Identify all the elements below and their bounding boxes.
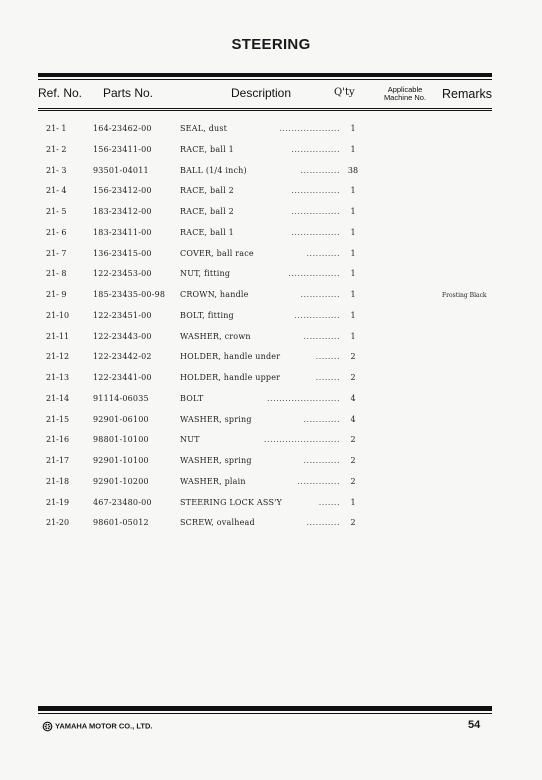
footer-rule-thin	[38, 713, 492, 714]
qty-cell: 2	[350, 373, 356, 382]
table-row	[0, 228, 542, 248]
leader-dots: ............	[303, 456, 340, 465]
description-cell: RACE, ball 2	[180, 186, 234, 196]
qty-cell: 1	[350, 331, 356, 341]
leader-dots: ...............	[294, 310, 340, 320]
header-bottom-rule	[38, 108, 492, 109]
header-description: Description	[231, 86, 292, 100]
header-applicable-line2: Machine No.	[383, 93, 427, 102]
leader-dots: ........	[315, 373, 340, 382]
table-row	[0, 207, 542, 227]
leader-dots: ....................	[279, 124, 340, 133]
qty-cell: 2	[350, 352, 356, 362]
leader-dots: .................	[288, 269, 340, 279]
parts-no-cell: 183-23412-00	[93, 207, 152, 216]
table-row	[0, 498, 542, 518]
table-row	[0, 145, 542, 165]
header-top-rule	[38, 73, 492, 77]
qty-cell: 1	[350, 144, 356, 154]
parts-no-cell: 98601-05012	[93, 518, 149, 528]
description-cell: HOLDER, handle under	[180, 352, 281, 362]
leader-dots: .............	[300, 290, 340, 299]
table-row	[0, 290, 542, 310]
ref-no-cell: 21-14	[46, 393, 70, 403]
parts-no-cell: 156-23412-00	[93, 186, 152, 196]
qty-cell: 38	[347, 165, 359, 175]
table-row	[0, 373, 542, 393]
remarks-cell: Frosting Black	[442, 292, 487, 299]
header-remarks: Remarks	[442, 87, 493, 101]
parts-no-cell: 91114-06035	[93, 393, 149, 403]
description-cell: BALL (1/4 inch)	[180, 165, 247, 175]
ref-no-cell: 21-16	[46, 435, 70, 445]
page-number: 54	[468, 719, 481, 731]
parts-no-cell: 98801-10100	[93, 435, 149, 445]
header-applicable-machine-no	[378, 86, 432, 102]
description-cell: SEAL, dust	[180, 124, 228, 133]
table-row	[0, 518, 542, 538]
leader-dots: ............	[303, 414, 340, 424]
table-row	[0, 415, 542, 435]
leader-dots: ................	[291, 207, 340, 216]
header-bottom-rule-2	[38, 110, 492, 111]
ref-no-cell: 21-20	[46, 518, 70, 528]
qty-cell: 1	[350, 207, 356, 216]
parts-no-cell: 122-23451-00	[93, 310, 152, 320]
description-cell: HOLDER, handle upper	[180, 373, 281, 382]
description-cell: STEERING LOCK ASS'Y	[180, 497, 283, 507]
table-row	[0, 332, 542, 352]
ref-no-cell: 21- 7	[46, 248, 67, 258]
ref-no-cell: 21-12	[46, 352, 70, 362]
ref-no-cell: 21- 3	[46, 165, 67, 175]
yamaha-emblem-icon	[42, 721, 53, 732]
header-applicable-line1: Applicable	[387, 85, 423, 94]
table-row	[0, 394, 542, 414]
parts-no-cell: 122-23441-00	[93, 373, 152, 382]
leader-dots: ...........	[306, 518, 340, 528]
description-cell: WASHER, crown	[180, 331, 251, 341]
ref-no-cell: 21- 9	[46, 290, 67, 299]
header-ref-no: Ref. No.	[38, 86, 83, 100]
description-cell: BOLT, fitting	[180, 310, 234, 320]
qty-cell: 1	[350, 290, 356, 299]
ref-no-cell: 21-18	[46, 476, 70, 486]
parts-no-cell: 92901-10100	[93, 456, 149, 465]
parts-no-cell: 164-23462-00	[93, 124, 152, 133]
leader-dots: ............	[303, 331, 340, 341]
parts-no-cell: 156-23411-00	[93, 144, 152, 154]
description-cell: BOLT	[180, 393, 204, 403]
table-row	[0, 477, 542, 497]
description-cell: RACE, ball 2	[180, 207, 234, 216]
table-row	[0, 166, 542, 186]
ref-no-cell: 21-11	[46, 331, 70, 341]
description-cell: NUT, fitting	[180, 269, 231, 279]
ref-no-cell: 21- 6	[46, 227, 67, 237]
parts-no-cell: 92901-10200	[93, 476, 149, 486]
qty-cell: 1	[350, 310, 356, 320]
parts-no-cell: 183-23411-00	[93, 227, 152, 237]
qty-cell: 4	[350, 414, 356, 424]
page-title: STEERING	[231, 36, 311, 53]
qty-cell: 2	[350, 435, 356, 445]
ref-no-cell: 21-15	[46, 414, 70, 424]
parts-no-cell: 92901-06100	[93, 414, 149, 424]
ref-no-cell: 21- 5	[46, 207, 67, 216]
table-row	[0, 352, 542, 372]
leader-dots: ................	[291, 144, 340, 154]
parts-no-cell: 122-23443-00	[93, 331, 152, 341]
ref-no-cell: 21-13	[46, 373, 70, 382]
description-cell: WASHER, spring	[180, 414, 252, 424]
parts-no-cell: 136-23415-00	[93, 248, 152, 258]
leader-dots: ..............	[297, 476, 340, 486]
ref-no-cell: 21- 2	[46, 144, 67, 154]
table-row	[0, 269, 542, 289]
leader-dots: ........	[315, 352, 340, 362]
parts-no-cell: 122-23442-02	[93, 352, 152, 362]
qty-cell: 1	[350, 269, 356, 279]
qty-cell: 1	[350, 248, 356, 258]
leader-dots: ................	[291, 227, 340, 237]
header-qty: Q'ty	[334, 87, 355, 98]
table-row	[0, 311, 542, 331]
leader-dots: .............	[300, 165, 340, 175]
ref-no-cell: 21- 8	[46, 269, 67, 279]
description-cell: RACE, ball 1	[180, 144, 234, 154]
ref-no-cell: 21- 1	[46, 124, 67, 133]
qty-cell: 1	[350, 227, 356, 237]
table-row	[0, 186, 542, 206]
footer-rule	[38, 706, 492, 711]
description-cell: COVER, ball race	[180, 248, 254, 258]
qty-cell: 2	[350, 518, 356, 528]
ref-no-cell: 21-17	[46, 456, 70, 465]
description-cell: WASHER, spring	[180, 456, 252, 465]
leader-dots: ................	[291, 186, 340, 196]
qty-cell: 1	[350, 186, 356, 196]
parts-no-cell: 467-23480-00	[93, 497, 152, 507]
leader-dots: ........................	[266, 393, 340, 403]
description-cell: RACE, ball 1	[180, 227, 234, 237]
description-cell: CROWN, handle	[180, 290, 249, 299]
footer-company	[42, 721, 153, 732]
table-row	[0, 456, 542, 476]
qty-cell: 1	[350, 124, 356, 133]
parts-no-cell: 93501-04011	[93, 165, 149, 175]
ref-no-cell: 21-10	[46, 310, 70, 320]
qty-cell: 1	[350, 497, 356, 507]
description-cell: SCREW, ovalhead	[180, 518, 255, 528]
ref-no-cell: 21-19	[46, 497, 70, 507]
parts-no-cell: 122-23453-00	[93, 269, 152, 279]
leader-dots: .......	[318, 497, 340, 507]
leader-dots: .........................	[263, 435, 340, 445]
table-row	[0, 249, 542, 269]
description-cell: WASHER, plain	[180, 476, 246, 486]
qty-cell: 4	[350, 393, 356, 403]
footer-company-name: YAMAHA MOTOR CO., LTD.	[55, 721, 153, 731]
table-row	[0, 124, 542, 144]
leader-dots: ...........	[306, 248, 340, 258]
ref-no-cell: 21- 4	[46, 186, 67, 196]
qty-cell: 2	[350, 476, 356, 486]
header-top-rule-thin	[38, 79, 492, 80]
header-parts-no: Parts No.	[103, 86, 154, 100]
table-row	[0, 435, 542, 455]
parts-no-cell: 185-23435-00-98	[93, 290, 166, 299]
qty-cell: 2	[350, 456, 356, 465]
description-cell: NUT	[180, 435, 200, 445]
